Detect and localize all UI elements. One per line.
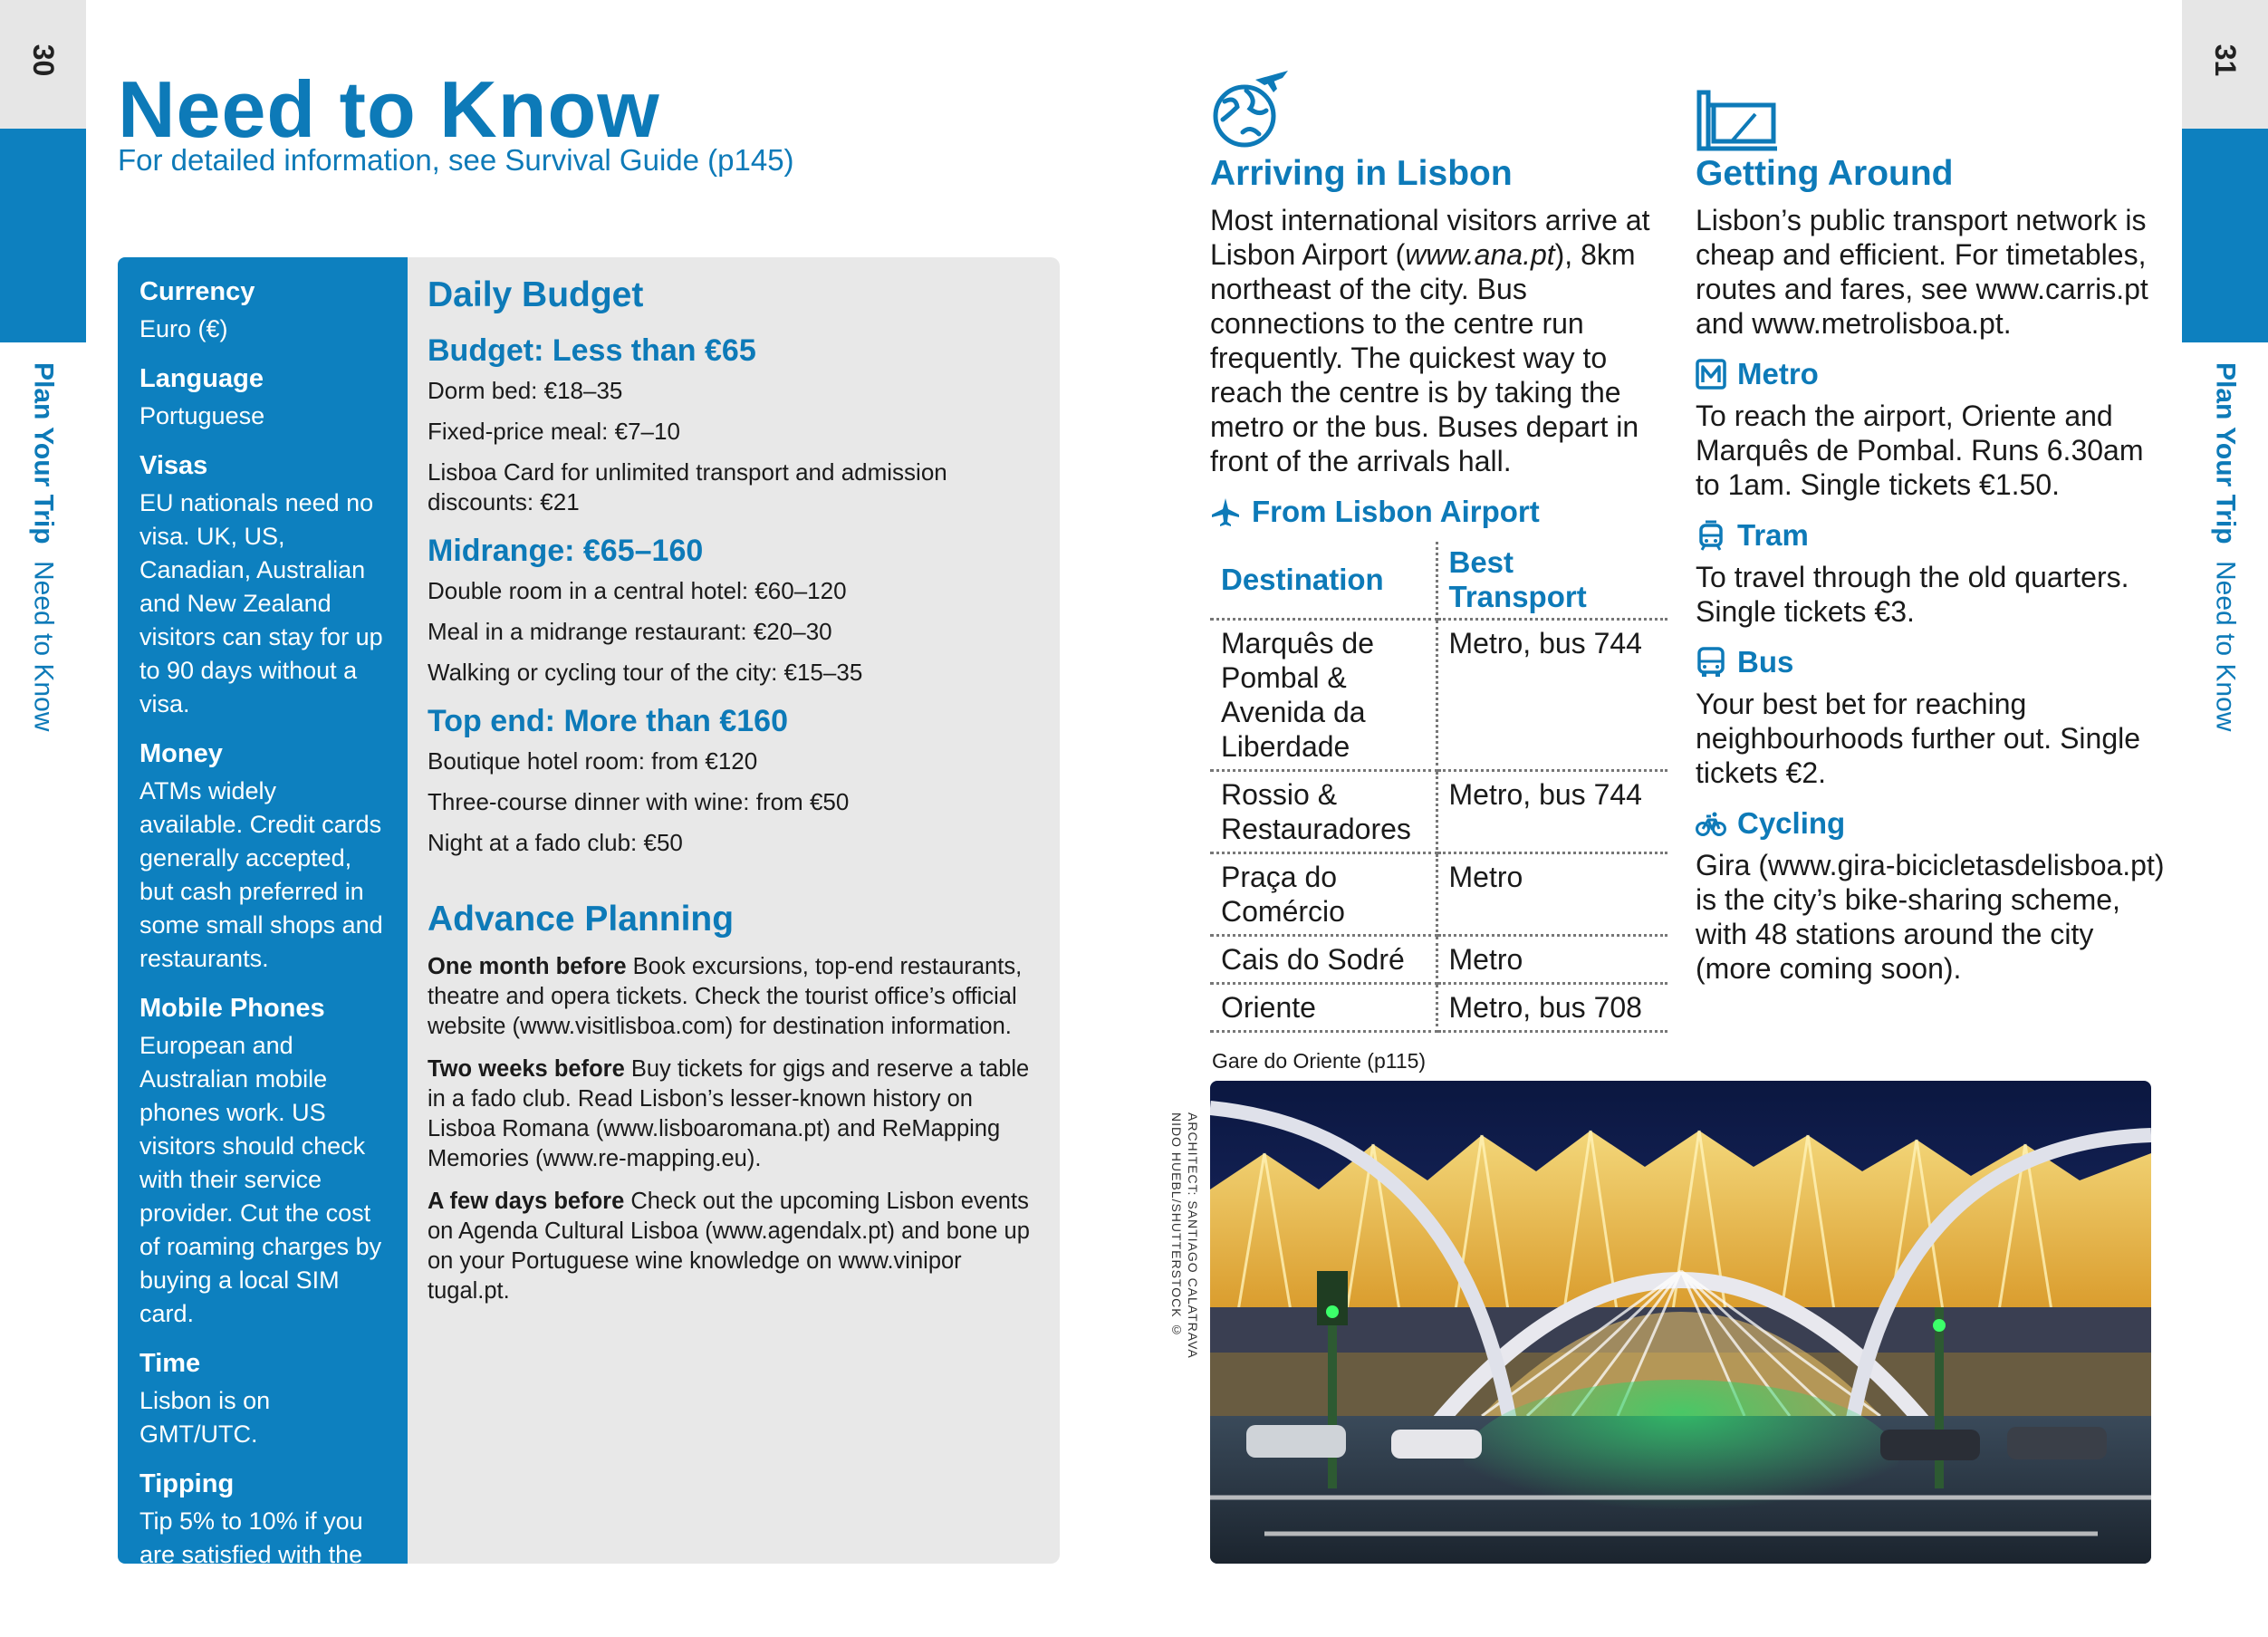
mode-text: To travel through the old quarters. Single tickets €3. bbox=[1696, 561, 2129, 628]
arriving-section bbox=[1210, 154, 1667, 1033]
planning-text: Book excursions, top-end restaurants, theatre and opera tickets. Check the tourist office’s official website (www.visitlisboa.com) for destination information. bbox=[428, 954, 1023, 1039]
mode-title: Metro bbox=[1737, 357, 1819, 390]
planning-text: Check out the upcoming Lisbon events on Agenda Cultural Lisboa (www.agendalx.pt) and bone up on your Portuguese wine knowledge on www.vinipor tugal.pt. bbox=[428, 1189, 1030, 1304]
right-page-edge bbox=[2182, 0, 2268, 1637]
page-subtitle: For detailed information, see Survival Guide (p145) bbox=[118, 143, 794, 177]
quick-facts-column bbox=[118, 257, 408, 1602]
table-row bbox=[1210, 620, 1667, 771]
fact-heading: Visas bbox=[139, 451, 208, 480]
planning-item bbox=[428, 1187, 1038, 1306]
arriving-text-start: Most international visitors arrive at Lisbon Airport ( bbox=[1210, 204, 1650, 271]
airport-subheading bbox=[1210, 495, 1667, 529]
credit-line: ARCHITECT: SANTIAGO CALATRAVA bbox=[1186, 1112, 1200, 1359]
airport-url: www.ana.pt bbox=[1405, 238, 1555, 271]
credit-line: NIDO HUEBL/SHUTTERSTOCK © bbox=[1169, 1112, 1184, 1338]
mode-cycling-heading bbox=[1696, 806, 2167, 841]
planning-lead: One month before bbox=[428, 954, 627, 979]
mode-bus-heading bbox=[1696, 645, 2167, 679]
table-row bbox=[1210, 853, 1667, 936]
photo-caption: Gare do Oriente (p115) bbox=[1212, 1049, 1427, 1073]
table-cell: Praça do Comércio bbox=[1210, 853, 1437, 936]
budget-item: Dorm bed: €18–35 bbox=[428, 377, 623, 404]
arriving-heading: Arriving in Lisbon bbox=[1210, 154, 1513, 193]
getting-around-heading: Getting Around bbox=[1696, 154, 1954, 193]
table-cell: Rossio & Restauradores bbox=[1210, 771, 1437, 853]
tram-stop-icon bbox=[1696, 89, 1779, 152]
mode-text: To reach the airport, Oriente and Marquês de Pombal. Runs 6.30am to 1am. Single tickets €1.50. bbox=[1696, 400, 2144, 501]
side-tab-right bbox=[2182, 362, 2268, 731]
planning-item bbox=[428, 1054, 1038, 1174]
fact-heading: Language bbox=[139, 364, 264, 393]
fact-heading: Money bbox=[139, 739, 223, 768]
budget-item: Walking or cycling tour of the city: €15–35 bbox=[428, 659, 863, 686]
edge-blue-tab bbox=[2182, 129, 2268, 342]
planning-heading: Advance Planning bbox=[428, 900, 735, 939]
budget-item: Three-course dinner with wine: from €50 bbox=[428, 788, 850, 815]
tram-icon bbox=[1696, 520, 1726, 551]
fact-text: Lisbon is on GMT/UTC. bbox=[139, 1387, 271, 1448]
table-row bbox=[1210, 771, 1667, 853]
side-tab-chapter: Need to Know bbox=[2210, 560, 2241, 732]
airport-subheading-text: From Lisbon Airport bbox=[1252, 495, 1540, 528]
side-tab-left bbox=[0, 362, 86, 731]
fact-heading: Currency bbox=[139, 277, 255, 306]
fact-text: Tip 5% to 10% if you are satisfied with the service. bbox=[139, 1507, 363, 1602]
getting-around-intro: Lisbon’s public transport network is cheap and efficient. For timetables, routes and fares, see www.carris.pt and www.metrolisboa.pt. bbox=[1696, 204, 2148, 340]
table-cell: Metro bbox=[1437, 853, 1667, 936]
page-number-right: 31 bbox=[2209, 43, 2242, 77]
getting-around-section bbox=[1696, 154, 2167, 986]
page-number-left: 30 bbox=[27, 43, 60, 77]
budget-item: Boutique hotel room: from €120 bbox=[428, 747, 758, 775]
budget-heading: Daily Budget bbox=[428, 275, 644, 314]
arriving-text bbox=[1210, 203, 1667, 478]
table-header: Best Transport bbox=[1437, 542, 1667, 620]
airport-transport-table bbox=[1210, 542, 1667, 1033]
budget-tier-title: Midrange: €65–160 bbox=[428, 534, 704, 568]
daily-budget-panel bbox=[408, 257, 1060, 1564]
budget-tier-title: Budget: Less than €65 bbox=[428, 333, 756, 368]
table-cell: Metro, bus 744 bbox=[1437, 771, 1667, 853]
planning-lead: A few days before bbox=[428, 1189, 625, 1214]
table-header: Destination bbox=[1210, 542, 1437, 620]
fact-text: Euro (€) bbox=[139, 315, 228, 342]
mode-text: Gira (www.gira-bicicletasdelisboa.pt) is the city’s bike-sharing scheme, with 48 stations around the city (more coming soon). bbox=[1696, 849, 2165, 985]
fact-heading: Mobile Phones bbox=[139, 994, 325, 1023]
table-row bbox=[1210, 984, 1667, 1032]
globe-plane-icon bbox=[1210, 69, 1292, 152]
side-tab-chapter: Need to Know bbox=[28, 560, 59, 732]
budget-item: Fixed-price meal: €7–10 bbox=[428, 418, 680, 445]
side-tab-section: Plan Your Trip bbox=[28, 362, 59, 544]
mode-title: Bus bbox=[1737, 645, 1794, 679]
airplane-icon bbox=[1210, 496, 1241, 527]
table-header-row bbox=[1210, 542, 1667, 620]
arriving-text-end: ), 8km northeast of the city. Bus connections to the centre run frequently. The quickest way to reach the centre is by taking the metro or the bus. Buses depart in front of the arrivals hall. bbox=[1210, 238, 1639, 477]
station-photo bbox=[1210, 1081, 2151, 1564]
left-page-edge bbox=[0, 0, 86, 1637]
table-cell: Metro, bus 708 bbox=[1437, 984, 1667, 1032]
table-cell: Oriente bbox=[1210, 984, 1437, 1032]
bus-icon bbox=[1696, 647, 1726, 678]
page-title: Need to Know bbox=[118, 64, 660, 154]
mode-title: Tram bbox=[1737, 518, 1809, 552]
mode-tram-heading bbox=[1696, 518, 2167, 553]
fact-text: European and Australian mobile phones work. US visitors should check with their service provider. Cut the cost of roaming charges by buying a local SIM card. bbox=[139, 1032, 382, 1327]
table-cell: Marquês de Pombal & Avenida da Liberdade bbox=[1210, 620, 1437, 771]
fact-text: ATMs widely available. Credit cards generally accepted, but cash preferred in some small shops and restaurants. bbox=[139, 777, 383, 972]
mode-title: Cycling bbox=[1737, 806, 1846, 840]
table-cell: Cais do Sodré bbox=[1210, 936, 1437, 984]
bicycle-icon bbox=[1696, 808, 1726, 839]
fact-heading: Tipping bbox=[139, 1469, 235, 1498]
table-row bbox=[1210, 936, 1667, 984]
side-tab-section: Plan Your Trip bbox=[2210, 362, 2241, 544]
budget-item: Double room in a central hotel: €60–120 bbox=[428, 577, 847, 604]
table-cell: Metro bbox=[1437, 936, 1667, 984]
budget-tier-title: Top end: More than €160 bbox=[428, 704, 788, 738]
edge-blue-tab bbox=[0, 129, 86, 342]
mode-text: Your best bet for reaching neighbourhoods further out. Single tickets €2. bbox=[1696, 688, 2141, 789]
mode-metro-heading bbox=[1696, 357, 2167, 391]
table-cell: Metro, bus 744 bbox=[1437, 620, 1667, 771]
budget-item: Night at a fado club: €50 bbox=[428, 829, 683, 856]
fact-heading: Time bbox=[139, 1349, 201, 1378]
planning-lead: Two weeks before bbox=[428, 1056, 625, 1082]
metro-icon bbox=[1696, 359, 1726, 390]
budget-item: Lisboa Card for unlimited transport and admission discounts: €21 bbox=[428, 458, 947, 515]
budget-item: Meal in a midrange restaurant: €20–30 bbox=[428, 618, 832, 645]
fact-text: Portuguese bbox=[139, 402, 265, 429]
planning-text: Buy tickets for gigs and reserve a table in a fado club. Read Lisbon’s lesser-known history on Lisboa Romana (www.lisboaromana.pt) and ReMapping Memories (www.re-mapping.eu). bbox=[428, 1056, 1030, 1171]
planning-item bbox=[428, 952, 1038, 1042]
fact-text: EU nationals need no visa. UK, US, Canadian, Australian and New Zealand visitors can stay for up to 90 days without a visa. bbox=[139, 489, 383, 717]
photo-credit bbox=[1168, 1112, 1201, 1359]
